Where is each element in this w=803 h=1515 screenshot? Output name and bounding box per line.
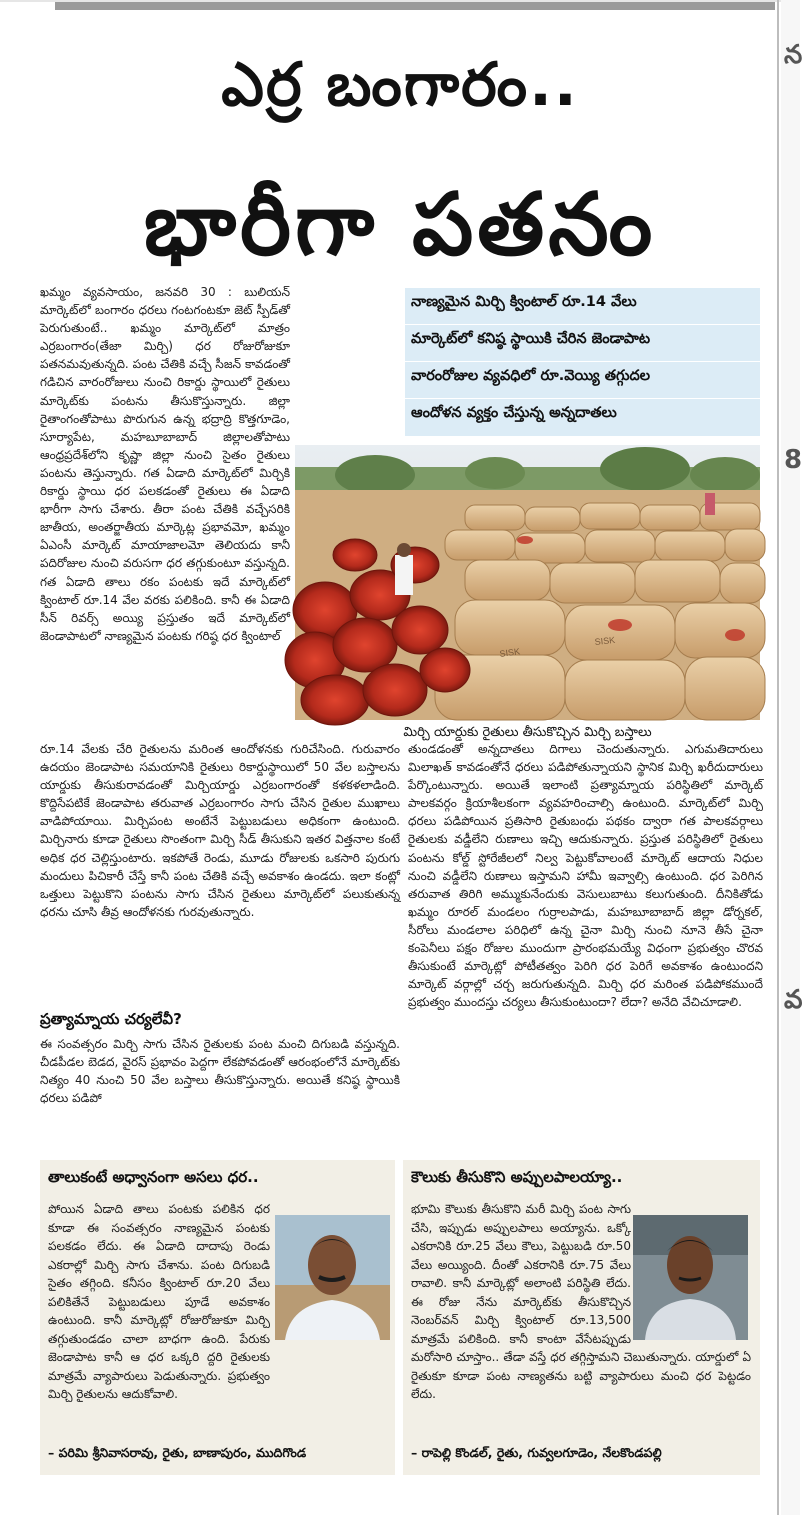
deck-line: వారంరోజుల వ్యవధిలో రూ.వెయ్యి తగ్గుదల xyxy=(411,368,651,384)
quote-box-text: పోయిన ఏడాది తాలు పంటకు పలికిన ధర కూడా ఈ సంవత్సరం నాణ్యమైన పంటకు పలకడం లేదు. ఈ ఏడాది దాదాపు రెండు ఎకరాల్లో మిర్చి సాగు చేశాను. పంట దిగుబడి సైతం తగ్గింది. కనీసం క్వింటాల్ రూ.20 వేలు పలికితేనే పెట్టుబడులు పూడే అవకాశం ఉంటుంది. కానీ మార్కెట్లో రోజురోజుకూ మిర్చి తగ్గుతుండడం చాలా బాధగా ఉంది. పేరుకు జెండాపాట కానీ ఆ ధర ఒక్కరి ద్దరి రైతులకు మాత్రమే వ్యాపారులు పెడుతున్నారు. ప్రభుత్వం మిర్చి రైతులను ఆదుకోవాలి. xyxy=(48,1202,270,1401)
portrait-spacer xyxy=(631,1200,751,1335)
article-column-2: తుండడంతో అన్నదాతలు దిగాలు చెందుతున్నారు. ఎగుమతిదారులు మిలాఖత్ కావడంతోనే ధరలు పడిపోతున్నాయని స్థానిక మిర్చి ఖరీదుదారులు పేర్కొంటున్నారు. అయితే ఇలాంటి ప్రత్యామ్నాయ పరిస్థితిలో మార్కెట్ పాలకవర్గం క్రియాశీలకంగా వ్యవహరించాల్సి ఉంటుంది. మార్కెట్‌లో మిర్చి ధరలు పడిపోయిన ప్రతిసారి రైతుబంధు పథకం ద్వారా గత పాలకవర్గాలు రైతులకు వడ్డీలేని రుణాలు ఇచ్చి ఆదుకున్నారు. ప్రస్తుత పరిస్థితిలో రైతులు పంటను కోల్డ్ స్టోరేజీలలో నిల్వ పెట్టుకోవాలంటే మార్కెట్ ఆదాయ నిధుల నుంచి వడ్డీలేని రుణాలు ఇస్తామని హామీ ఇవ్వాల్సి ఉంటుంది. ధర పెరిగిన తరువాత తిరిగి అమ్ముకునేందుకు వెసులుబాటు కలుగుతుంది. దీనికితోడు ఖమ్మం రూరల్ మండలం గుర్రాలపాడు, మహబూబాబాద్ జిల్లా డోర్నకల్, సీరోలు మండలాల పరిధిలో ఉన్న చైనా మిర్చి నుంచి నూనె తీసే చైనా కంపెనీలు పక్షం రోజుల ముందుగా ప్రారంభమయ్యే విధంగా ప్రభుత్వం చొరవ తీసుకుంటే మార్కెట్లో పోటీతత్వం పెరిగి ధర పెరిగే అవకాశం ఉంటుందని మార్కెట్ వర్గాల్లో చర్చ జరుగుతున్నది. మిర్చి ధర మరింత పడిపోకముందే ప్రభుత్వం ముందస్తు చర్యలు తీసుకుంటుందా? లేదా? అనేది వేచిచూడాలి. xyxy=(408,742,763,1010)
deck-divider xyxy=(405,361,760,362)
article-column-1-continued: రూ.14 వేలకు చేరి రైతులను మరింత ఆందోళనకు గురిచేసింది. గురువారం ఉదయం జెండాపాట సమయానికి రైతులు రికార్డుస్థాయిలో 50 వేల బస్తాలను యార్డుకు తీసుకురావడంతో మిర్చియార్డు ఎర్రబంగారంతో కళకళలాడింది. కొద్దిసేపటికే జెండాపాట తరువాత ఎర్రబంగారం సాగు చేసిన రైతుల ముఖాలు వాడిపోయాయి. మిర్చిపంట అంటేనే పెట్టుబడులు అధికంగా ఉంటుంది. మిర్చినారు కూడా రైతులు సొంతంగా మిర్చి సీడ్ తీసుకుని ఇతర విత్తనాల కంటే అధిక ధర చెల్లిస్తుంటారు. ఇకపోతే రెండు, మూడు రోజులకు ఒకసారి పురుగు మందులు పిచికారీ చేస్తే కానీ పంట చేతికి వచ్చే అవకాశం ఉండదు. ఇలా కంట్లో ఒత్తులు పెట్టుకొని పంటను సాగు చేసిన రైతులు మార్కెట్‌లో పలుకుతున్న ధరను చూసి తీవ్ర ఆందోళనకు గురవుతున్నారు. xyxy=(40,742,400,919)
sack-mark: SISK xyxy=(594,634,616,647)
quote-box-signature: – పరిమి శ్రీనివాసరావు, రైతు, బాణాపురం, ముదిగొండ xyxy=(48,1445,307,1460)
sack-mark: SISK xyxy=(498,646,521,659)
quote-box-signature: – రాపెల్లి కొండల్, రైతు, గువ్వలగూడెం, నేలకొండపల్లి xyxy=(411,1445,662,1460)
top-rule xyxy=(55,2,775,10)
quote-box-text-content: భూమి కౌలుకు తీసుకొని మరీ మిర్చి పంట సాగు చేసి, ఇప్పుడు అప్పులపాలు అయ్యాను. ఒక్కో ఎకరానికి రూ.25 వేలు కౌలు, పెట్టుబడి రూ.50 వేలు అయ్యింది. దీంతో ఎకరానికి రూ.75 వేలు రావాలి. కానీ మార్కెట్లో అలాంటి పరిస్థితి లేదు. ఈ రోజు నేను మార్కెట్‌కు తీసుకొచ్చిన నెంబర్‌వన్ మిర్చి క్వింటాల్ రూ.13,500 మాత్రమే పలికింది. కానీ కాంటా వేసేటప్పుడు మరోసారి చూస్తాం.. తేడా వస్తే ధర తగ్గిస్తామని చెబుతున్నారు. యార్డులో ఏ రైతుకూ కూడా పంట నాణ్యతను బట్టి వ్యాపారులు మంచి ధర పెట్టడం లేదు. xyxy=(411,1202,751,1401)
photo-caption: మిర్చి యార్డుకు రైతులు తీసుకొచ్చిన మిర్చి బస్తాలు xyxy=(403,725,652,740)
headline-line-1: ఎర్ర బంగారం.. xyxy=(221,50,579,120)
deck-line: ఆందోళన వ్యక్తం చేస్తున్న అన్నదాతలు xyxy=(411,405,617,421)
article-column-1-bottom: ఈ సంవత్సరం మిర్చి సాగు చేసిన రైతులకు పంట మంచి దిగుబడి వస్తున్నది. చీడపీడల బెడద, వైరస్ ప్రభావం పెద్దగా లేకపోవడంతో ఆరంభంలోనే మార్కెట్‌కు నిత్యం 40 నుంచి 50 వేల బస్తాలు తీసుకొస్తున్నారు. అయితే కనిష్ఠ స్థాయికి ధరలు పడిపో xyxy=(40,1037,400,1106)
deck-line: నాణ్యమైన మిర్చి క్వింటాల్ రూ.14 వేలు xyxy=(411,294,637,310)
column-divider xyxy=(777,0,779,1515)
headline-line-2: భారీగా పతనం xyxy=(143,175,657,275)
adjacent-headline-fragment: న xyxy=(784,40,803,70)
market-photo xyxy=(295,445,760,720)
farmer-quote-box-1 xyxy=(40,1160,395,1475)
article-subhead: ప్రత్యామ్నాయ చర్యలేవీ? xyxy=(40,1010,182,1028)
quote-box-title: తాలుకంటే అధ్వానంగా అసలు ధర.. xyxy=(48,1168,259,1186)
article-column-1-top: ఖమ్మం వ్యవసాయం, జనవరి 30 : బులియన్ మార్కెట్‌లో బంగారం ధరలు గంటగంటకూ జెట్ స్పీడ్‌తో పెరుగుతుంటే.. ఖమ్మం మార్కెట్‌లో మాత్రం ఎర్రబంగారం(తేజా మిర్చి) ధర రోజురోజుకూ పతనమవుతున్నది. పంట చేతికి వచ్చే సీజన్ కావడంతో గడిచిన వారంరోజులు నుంచి రికార్డు స్థాయిలో రైతులు మార్కెట్‌కు పంటను తీసుకొస్తున్నారు. జిల్లా రైతాంగంతోపాటు పొరుగున ఉన్న భద్రాద్రి కొత్తగూడెం, సూర్యాపేట, మహబూబాబాద్ జిల్లాలతోపాటు ఆంధ్రప్రదేశ్‌లోని కృష్ణా జిల్లా నుంచి సైతం రైతులు పంటను తెస్తున్నారు. గత ఏడాది మార్కెట్‌లో మిర్చికి రికార్డు స్థాయి ధర పలకడంతో రైతులు ఈ ఏడాది భారీగా సాగు చేశారు. తీరా పంట చేతికి వచ్చేసరికి జాతీయ, అంతర్జాతీయ మార్కెట్ల ప్రభావమో, ఖమ్మం ఏఎంసీ మార్కెట్ మాయాజాలమో తెలియదు కానీ పదిరోజుల నుంచి వరుసగా ధర తగ్గుకుంటూ వస్తున్నది. గత ఏడాది తాలు రకం పంటకు ఇదే మార్కెట్‌లో క్వింటాల్ రూ.14 వేల వరకు పలికింది. కానీ ఈ ఏడాది సీన్ రివర్స్ అయ్యి ప్రస్తుతం ఇదే మార్కెట్‌లో జెండాపాటలో నాణ్యమైన పంటకు గరిష్ఠ ధర క్వింటాల్ xyxy=(40,285,290,643)
deck-box xyxy=(405,288,760,436)
quote-box-title: కౌలుకు తీసుకొని అప్పులపాలయ్యా.. xyxy=(411,1168,623,1186)
adjacent-headline-fragment: వ xyxy=(784,985,803,1015)
farmer-quote-box-2 xyxy=(403,1160,760,1475)
deck-divider xyxy=(405,398,760,399)
deck-line: మార్కెట్‌లో కనిష్ఠ స్థాయికి చేరిన జెండాపాట xyxy=(411,331,651,347)
adjacent-column-strip xyxy=(781,0,803,1515)
quote-box-text xyxy=(411,1200,751,1440)
deck-divider xyxy=(405,324,760,325)
farmer-portrait-1 xyxy=(275,1215,390,1340)
adjacent-headline-fragment: 8 xyxy=(784,445,803,475)
